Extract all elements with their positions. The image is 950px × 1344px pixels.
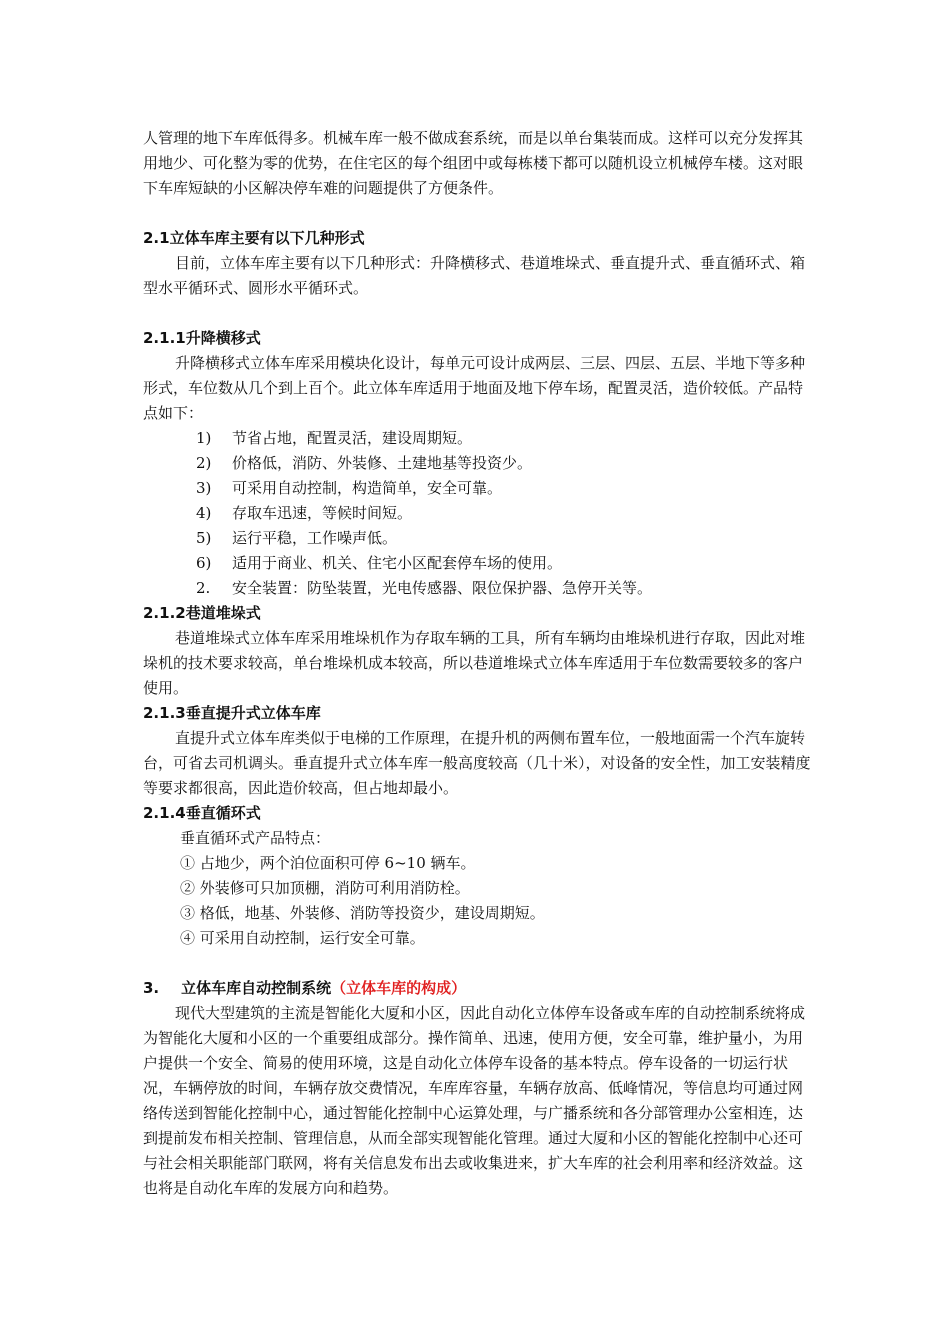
list-item bbox=[196, 426, 472, 451]
list-item: ② 外装修可只加顶棚，消防可利用消防栓。 bbox=[180, 879, 470, 897]
list-item: ④ 可采用自动控制，运行安全可靠。 bbox=[180, 929, 425, 947]
section-2-1-1-heading: 2.1.1升降横移式 bbox=[143, 329, 261, 347]
list-item bbox=[196, 476, 502, 501]
list-item-text: 运行平稳，工作噪声低。 bbox=[232, 529, 398, 547]
intro-paragraph: 人管理的地下车库低得多。机械车库一般不做成套系统，而是以单台集装而成。这样可以充分发挥其用地少、可化整为零的优势，在住宅区的每个组团中或每栋楼下都可以随机设立机械停车楼。这对眼下车库短缺的小区解决停车难的问题提供了方便条件。 bbox=[143, 129, 804, 197]
list-item bbox=[196, 451, 532, 476]
section-2-1-heading: 2.1立体车库主要有以下几种形式 bbox=[143, 229, 365, 247]
list-item bbox=[196, 551, 562, 576]
section-2-1-1-body: 升降横移式立体车库采用模块化设计，每单元可设计成两层、三层、四层、五层、半地下等多种形式，车位数从几个到上百个。此立体车库适用于地面及地下停车场，配置灵活，造价较低。产品特点如下： bbox=[143, 354, 806, 422]
list-item: ① 占地少，两个泊位面积可停 6~10 辆车。 bbox=[180, 854, 476, 872]
list-item-number: 4) bbox=[196, 504, 212, 522]
list-item-number: 2. bbox=[196, 579, 211, 597]
section-3-number: 3. bbox=[143, 979, 160, 997]
list-item: ③ 格低，地基、外装修、消防等投资少，建设周期短。 bbox=[180, 904, 545, 922]
list-item-text: 节省占地，配置灵活，建设周期短。 bbox=[232, 429, 473, 447]
section-3-title: 立体车库自动控制系统 bbox=[181, 979, 332, 997]
list-item-text: 存取车迅速，等候时间短。 bbox=[232, 504, 413, 522]
section-2-1-3-body: 直提升式立体车库类似于电梯的工作原理，在提升机的两侧布置车位，一般地面需一个汽车旋转台，可省去司机调头。垂直提升式立体车库一般高度较高（几十米），对设备的安全性，加工安装精度等要求都很高，因此造价较高，但占地却最小。 bbox=[143, 729, 811, 797]
list-item-number: 6) bbox=[196, 554, 212, 572]
list-item-text: 适用于商业、机关、住宅小区配套停车场的使用。 bbox=[232, 554, 563, 572]
section-3-body: 现代大型建筑的主流是智能化大厦和小区，因此自动化立体停车设备或车库的自动控制系统将成为智能化大厦和小区的一个重要组成部分。操作简单、迅速，使用方便，安全可靠，维护量小，为用户提供一个安全、简易的使用环境，这是自动化立体停车设备的基本特点。停车设备的一切运行状况，车辆停放的时间，车辆存放交费情况，车库库容量，车辆存放高、低峰情况，等信息均可通过网络传送到智能化控制中心，通过智能化控制中心运算处理，与广播系统和各分部管理办公室相连，达到提前发布相关控制、管理信息，从而全部实现智能化管理。通过大厦和小区的智能化控制中心还可与社会相关职能部门联网，将有关信息发布出去或收集进来，扩大车库的社会利用率和经济效益。这也将是自动化车库的发展方向和趋势。 bbox=[143, 1004, 806, 1197]
section-3-heading bbox=[143, 976, 466, 1001]
section-2-1-4-heading: 2.1.4垂直循环式 bbox=[143, 804, 261, 822]
list-item-number: 1) bbox=[196, 429, 212, 447]
section-3-title-highlight: （立体车库的构成） bbox=[331, 979, 467, 997]
section-2-1-2-body: 巷道堆垛式立体车库采用堆垛机作为存取车辆的工具，所有车辆均由堆垛机进行存取，因此对堆垛机的技术要求较高，单台堆垛机成本较高，所以巷道堆垛式立体车库适用于车位数需要较多的客户使用。 bbox=[143, 629, 806, 697]
list-item-number: 5) bbox=[196, 529, 212, 547]
list-item-text: 安全装置：防坠装置，光电传感器、限位保护器、急停开关等。 bbox=[232, 579, 653, 597]
list-item bbox=[196, 576, 652, 601]
section-2-1-3-heading: 2.1.3垂直提升式立体车库 bbox=[143, 704, 321, 722]
section-2-1-body: 目前，立体车库主要有以下几种形式：升降横移式、巷道堆垛式、垂直提升式、垂直循环式、箱型水平循环式、圆形水平循环式。 bbox=[143, 254, 806, 297]
section-2-1-2-heading: 2.1.2巷道堆垛式 bbox=[143, 604, 261, 622]
list-item-number: 3) bbox=[196, 479, 212, 497]
list-item-number: 2) bbox=[196, 454, 212, 472]
list-item-text: 价格低，消防、外装修、土建地基等投资少。 bbox=[232, 454, 533, 472]
list-item-text: 可采用自动控制，构造简单，安全可靠。 bbox=[232, 479, 503, 497]
section-2-1-4-intro: 垂直循环式产品特点： bbox=[180, 829, 331, 847]
list-item bbox=[196, 501, 412, 526]
list-item bbox=[196, 526, 397, 551]
